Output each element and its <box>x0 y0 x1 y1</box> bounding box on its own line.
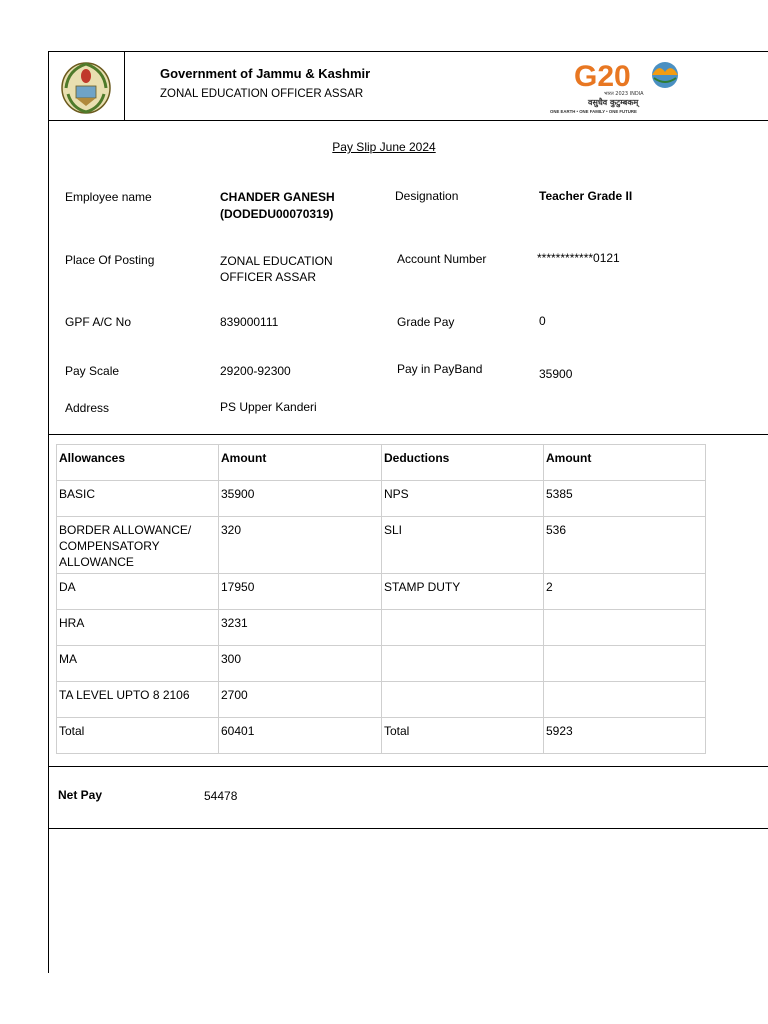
table-divider <box>48 766 768 767</box>
net-pay-label: Net Pay <box>58 788 103 802</box>
allowance-amount: 2700 <box>219 682 382 718</box>
deduction-amount <box>544 610 706 646</box>
deduction-name <box>382 610 544 646</box>
allowance-amount: 3231 <box>219 610 382 646</box>
table-row <box>57 646 706 682</box>
allowance-amount: 300 <box>219 646 382 682</box>
address-value: PS Upper Kanderi <box>220 400 317 414</box>
emblem-divider <box>124 51 125 120</box>
deduction-name: NPS <box>382 481 544 517</box>
account-label: Account Number <box>397 252 487 266</box>
table-row <box>57 481 706 517</box>
table-row <box>57 574 706 610</box>
gpf-value: 839000111 <box>220 315 279 329</box>
grade-pay-label: Grade Pay <box>397 315 455 329</box>
allowance-name: HRA <box>57 610 219 646</box>
deduction-amount <box>544 646 706 682</box>
allowance-name: BORDER ALLOWANCE/ COMPENSATORY ALLOWANCE <box>57 517 219 574</box>
g20-logo-text: G20 <box>574 60 631 93</box>
employee-name-label: Employee name <box>65 190 152 204</box>
header-allowance-amount: Amount <box>219 445 382 481</box>
deduction-total-label: Total <box>382 718 544 754</box>
g20-logo-icon <box>548 58 700 119</box>
deduction-amount: 2 <box>544 574 706 610</box>
allowance-total-amount: 60401 <box>219 718 382 754</box>
g20-tagline: ONE EARTH • ONE FAMILY • ONE FUTURE <box>550 109 637 114</box>
office-title: ZONAL EDUCATION OFFICER ASSAR <box>160 88 364 100</box>
header-allowances: Allowances <box>57 445 219 481</box>
allowance-amount: 320 <box>219 517 382 574</box>
deduction-amount <box>544 682 706 718</box>
allowance-amount: 17950 <box>219 574 382 610</box>
pay-scale-value: 29200-92300 <box>220 364 291 378</box>
gpf-label: GPF A/C No <box>65 315 132 329</box>
deduction-amount: 536 <box>544 517 706 574</box>
posting-value-line2: OFFICER ASSAR <box>220 270 317 284</box>
net-pay-value: 54478 <box>204 789 238 803</box>
header-deduction-amount: Amount <box>544 445 706 481</box>
designation-label: Designation <box>395 189 459 203</box>
jk-emblem-icon <box>58 58 114 119</box>
account-value: ************0121 <box>537 251 620 265</box>
employee-name-value: CHANDER GANESH <box>220 190 335 204</box>
netpay-divider <box>48 828 768 829</box>
deduction-name <box>382 682 544 718</box>
deduction-total-amount: 5923 <box>544 718 706 754</box>
allowance-name: BASIC <box>57 481 219 517</box>
allowance-name: TA LEVEL UPTO 8 2106 <box>57 682 219 718</box>
grade-pay-value: 0 <box>539 314 546 328</box>
table-total-row <box>57 718 706 754</box>
allowance-total-label: Total <box>57 718 219 754</box>
payslip-title: Pay Slip June 2024 <box>332 140 436 154</box>
pay-table <box>56 444 706 754</box>
address-label: Address <box>65 401 110 415</box>
allowance-name: MA <box>57 646 219 682</box>
payband-value: 35900 <box>539 367 573 381</box>
top-border <box>48 51 768 52</box>
designation-value: Teacher Grade II <box>539 189 633 203</box>
deduction-name: SLI <box>382 517 544 574</box>
deduction-name <box>382 646 544 682</box>
left-border <box>48 51 49 973</box>
g20-india-text: भारत 2023 INDIA <box>604 91 644 97</box>
header-divider <box>48 120 768 121</box>
payband-label: Pay in PayBand <box>397 362 483 376</box>
table-row <box>57 682 706 718</box>
employee-id-value: (DODEDU00070319) <box>220 207 334 221</box>
g20-hindi-text: वसुधैव कुटुम्बकम् <box>588 98 639 107</box>
org-title: Government of Jammu & Kashmir <box>160 66 371 81</box>
table-row <box>57 610 706 646</box>
header-deductions: Deductions <box>382 445 544 481</box>
details-divider <box>48 434 768 435</box>
pay-scale-label: Pay Scale <box>65 364 120 378</box>
allowance-name: DA <box>57 574 219 610</box>
allowance-amount: 35900 <box>219 481 382 517</box>
table-header-row <box>57 445 706 481</box>
posting-value-line1: ZONAL EDUCATION <box>220 254 333 268</box>
table-row <box>57 517 706 574</box>
posting-label: Place Of Posting <box>65 253 155 267</box>
deduction-amount: 5385 <box>544 481 706 517</box>
deduction-name: STAMP DUTY <box>382 574 544 610</box>
